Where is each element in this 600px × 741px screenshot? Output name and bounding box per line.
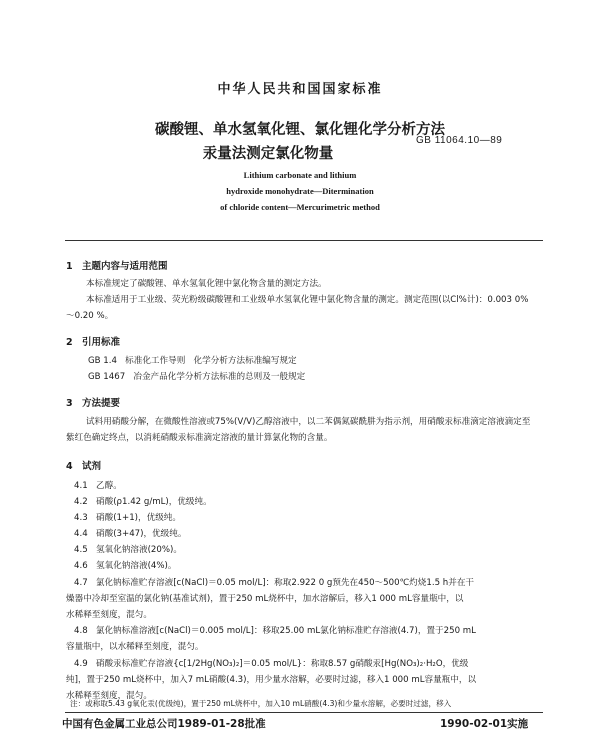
section-title: 试剂: [82, 461, 102, 472]
section-number: 4: [66, 461, 73, 472]
section-number: 2: [66, 337, 73, 348]
item-text: 氢氧化钠溶液(4%)。: [96, 561, 177, 571]
reagent-4-9-line-3: 水稀释至刻度，混匀。: [66, 691, 152, 701]
reagent-4-8-line-2: 容量瓶中，以水稀释至刻度，混匀。: [66, 642, 204, 652]
footer-divider: [65, 712, 543, 713]
section-1-paragraph-2: 本标准适用于工业级、荧光粉级碳酸锂和工业级单水氢氧化锂中氯化物含量的测定。测定范围(以Cl%计)：0.003 0%～0.20 %。: [66, 295, 529, 321]
section-title: 方法提要: [82, 398, 121, 409]
reagent-4-7-line-2: 燥器中冷却至室温的氯化钠(基准试剂)，置于250 mL烧杯中，加水溶解后，移入1 000 mL容量瓶中，以: [66, 594, 464, 604]
item-text: 氢氧化钠溶液(20%)。: [96, 545, 182, 555]
section-2-heading: [66, 334, 120, 348]
top-divider: [65, 240, 543, 241]
reagent-4-9-line-1: 4.9 硝酸汞标准贮存溶液{c[1/2Hg(NO₃)₂]＝0.05 mol/L}：称取8.57 g硝酸汞[Hg(NO₃)₂·H₂O，优级: [74, 659, 469, 669]
reagent-4-7-line-1: 4.7 氯化钠标准贮存溶液[c(NaCl)＝0.05 mol/L]：称取2.922 0 g预先在450～500℃灼烧1.5 h并在干: [74, 578, 475, 588]
item-number: 4.2: [74, 497, 88, 507]
reference-gb-1-4: GB 1.4 标准化工作导则 化学分析方法标准编写规定: [88, 356, 297, 366]
item-text: 硝酸(ρ1.42 g/mL)，优级纯。: [96, 497, 212, 507]
item-number: 4.4: [74, 529, 88, 539]
reference-gb-1467: GB 1467 冶金产品化学分析方法标准的总则及一般规定: [88, 372, 306, 382]
reagent-item: [74, 511, 181, 523]
section-title: 引用标准: [82, 337, 121, 348]
document-title-line1: 碳酸锂、单水氢氧化锂、氯化锂化学分析方法: [155, 122, 445, 138]
section-3-heading: [66, 395, 120, 409]
item-number: 4.6: [74, 561, 88, 571]
item-text: 乙醇。: [96, 481, 122, 491]
item-number: 4.3: [74, 513, 88, 523]
section-3-paragraph: 试料用硝酸分解，在微酸性溶液或75%(V/V)乙醇溶液中，以二苯偶氮碳酰肼为指示剂，用硝酸汞标准滴定溶液滴定至紫红色确定终点，以消耗硝酸汞标准滴定溶液的量计算氯化物的含量。: [66, 417, 531, 443]
reagent-item: [74, 479, 122, 491]
approval-statement: 中国有色金属工业总公司1989-01-28批准: [62, 718, 266, 730]
section-title: 主题内容与适用范围: [82, 261, 168, 272]
item-number: 4.5: [74, 545, 88, 555]
reagent-item: [74, 495, 212, 507]
reagent-4-9-line-2: 纯]，置于250 mL烧杯中，加入7 mL硝酸(4.3)，用少量水溶解，必要时过滤，移入1 000 mL容量瓶中，以: [66, 675, 477, 685]
english-title-line3: of chloride content—Mercurimetric method: [220, 202, 380, 212]
national-standard-header: 中华人民共和国国家标准: [217, 82, 383, 97]
reagent-note: 注：或称取5.43 g氧化汞(优级纯)，置于250 mL烧杯中，加入10 mL硝酸(4.3)和少量水溶解，必要时过滤，移入: [70, 699, 452, 708]
reagent-4-7-line-3: 水稀释至刻度，混匀。: [66, 610, 152, 620]
reagent-item: [74, 527, 186, 539]
section-4-heading: [66, 458, 101, 472]
english-title-line1: Lithium carbonate and lithium: [243, 170, 357, 180]
effective-date: 1990-02-01实施: [440, 718, 529, 730]
section-number: 1: [66, 261, 73, 272]
item-text: 硝酸(3+47)，优级纯。: [96, 529, 187, 539]
reagent-item: [74, 543, 182, 555]
english-title-line2: hydroxide monohydrate—Ditermination: [226, 186, 374, 196]
section-1-heading: [66, 258, 168, 272]
reagent-item: [74, 559, 177, 571]
standard-number: GB 11064.10—89: [416, 135, 503, 146]
document-title-line2: 汞量法测定氯化物量: [202, 146, 334, 162]
reagent-4-8-line-1: 4.8 氯化钠标准溶液[c(NaCl)＝0.005 mol/L]：移取25.00 mL氯化钠标准贮存溶液(4.7)，置于250 mL: [74, 626, 476, 636]
section-1-paragraph-1: 本标准规定了碳酸锂、单水氢氧化锂中氯化物含量的测定方法。: [86, 279, 327, 289]
item-number: 4.1: [74, 481, 88, 491]
section-number: 3: [66, 398, 73, 409]
item-text: 硝酸(1+1)，优级纯。: [96, 513, 181, 523]
